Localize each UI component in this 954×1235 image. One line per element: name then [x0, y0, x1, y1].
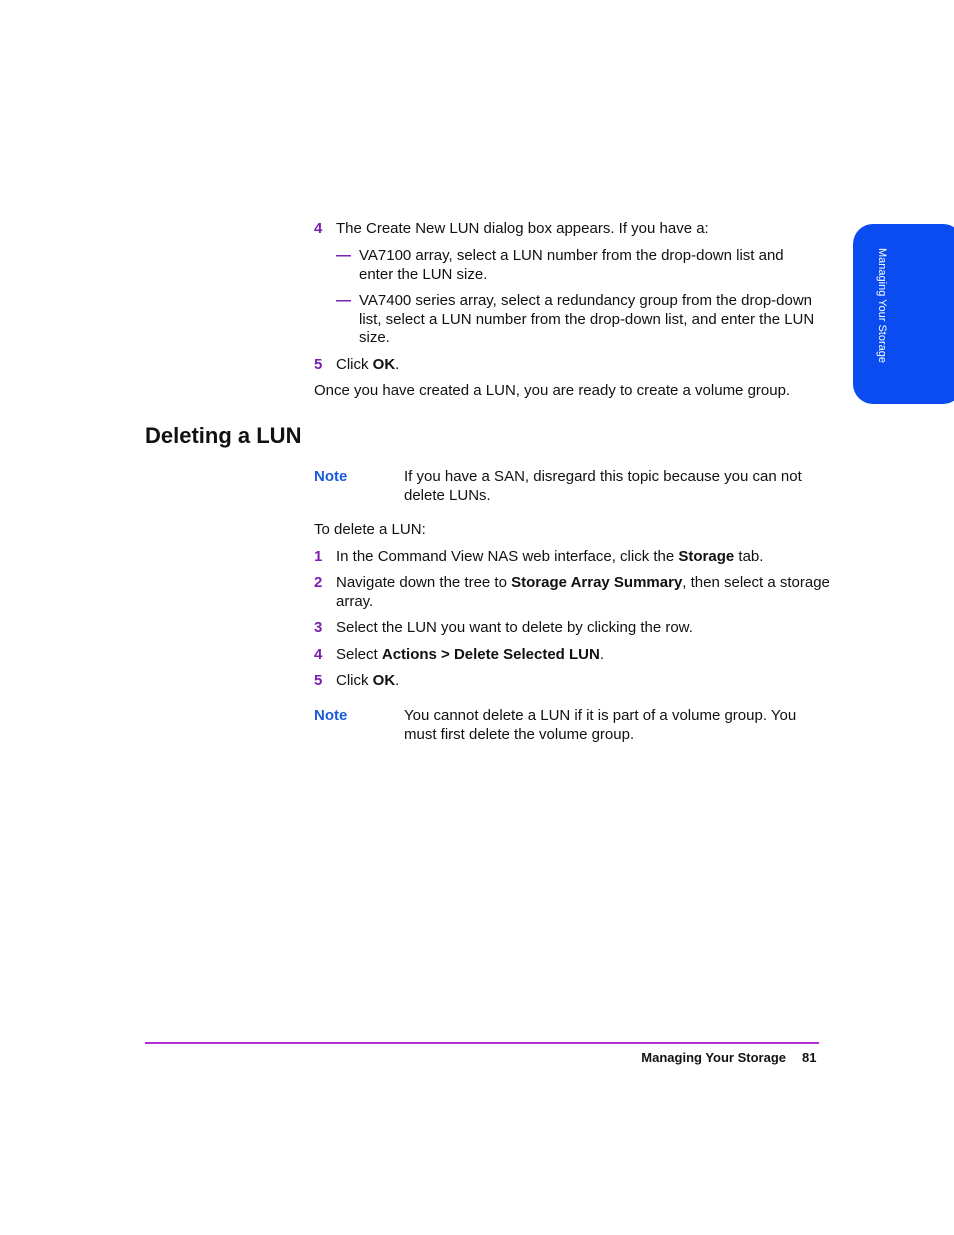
side-tab-label: Managing Your Storage [876, 248, 888, 363]
note-text: delete LUNs. [404, 487, 491, 504]
step-number: 5 [314, 356, 323, 373]
sub-bullet-dash: — [336, 247, 351, 264]
sub-bullet-text: VA7400 series array, select a redundancy group from the drop-down [359, 292, 813, 309]
sub-bullet-text: enter the LUN size. [359, 266, 488, 283]
note-label: Note [314, 707, 348, 724]
footer-title: Managing Your Storage [641, 1050, 786, 1065]
note-text: If you have a SAN, disregard this topic because you can not [404, 468, 802, 485]
paragraph: Once you have created a LUN, you are ready to create a volume group. [314, 382, 791, 399]
step-number: 5 [314, 672, 323, 689]
step-number: 4 [314, 646, 323, 663]
step-text: Click OK. [336, 356, 400, 373]
step-number: 4 [314, 220, 323, 237]
step-text: Select Actions > Delete Selected LUN. [336, 646, 605, 663]
step-text: The Create New LUN dialog box appears. If you have a: [336, 220, 709, 237]
sub-bullet-text: list, select a LUN number from the drop-down list, and enter the LUN [359, 311, 815, 328]
page-number: 81 [802, 1050, 817, 1065]
paragraph: To delete a LUN: [314, 521, 426, 538]
step-number: 2 [314, 574, 323, 591]
step-text: In the Command View NAS web interface, click the Storage tab. [336, 548, 764, 565]
sub-bullet-text: VA7100 array, select a LUN number from the drop-down list and [359, 247, 784, 264]
sub-bullet-dash: — [336, 292, 351, 309]
side-tab [853, 224, 954, 404]
note-label: Note [314, 468, 348, 485]
step-number: 1 [314, 548, 323, 565]
step-text: Navigate down the tree to Storage Array Summary, then select a storage [336, 574, 830, 591]
footer-rule [145, 1042, 819, 1044]
note-text: must first delete the volume group. [404, 726, 635, 743]
step-number: 3 [314, 619, 323, 636]
note-text: You cannot delete a LUN if it is part of a volume group. You [404, 707, 797, 724]
sub-bullet-text: size. [359, 329, 390, 346]
section-heading: Deleting a LUN [145, 423, 302, 448]
step-text: Select the LUN you want to delete by clicking the row. [336, 619, 693, 636]
step-text: Click OK. [336, 672, 400, 689]
step-text: array. [336, 593, 374, 610]
